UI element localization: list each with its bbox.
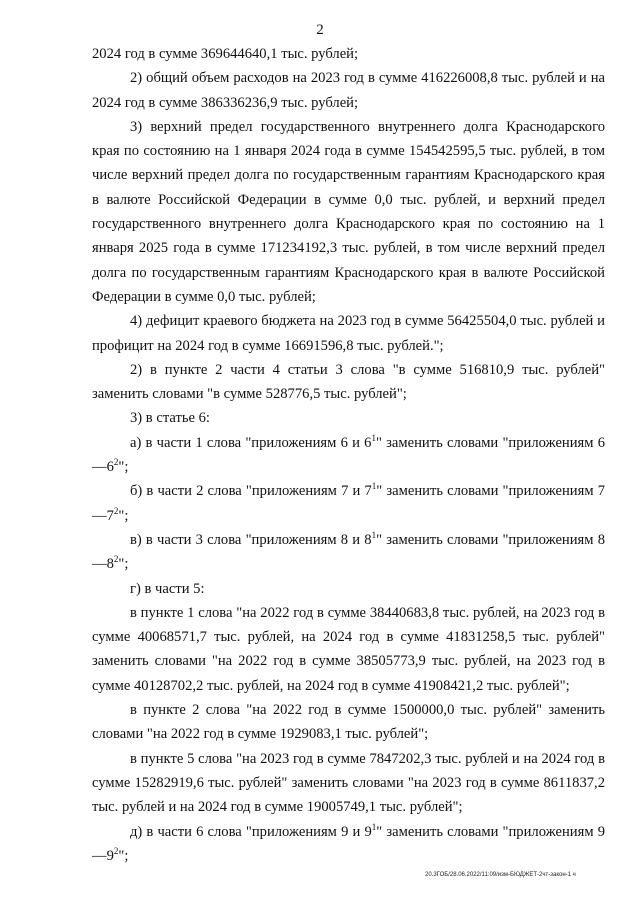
superscript: 1 [371,481,377,492]
superscript: 1 [371,821,377,832]
paragraph [92,479,605,528]
paragraph [92,431,605,480]
text-run: в) в части 3 слова "приложениям 8 и 8 [130,531,372,548]
text-run: б) в части 2 слова "приложениям 7 и 7 [130,483,372,500]
paragraph: в пункте 2 слова "на 2022 год в сумме 1500000,0 тыс. рублей" заменить словами "на 2022 год в сумме 1929083,1 тыс. рублей"; [92,702,605,743]
superscript: 1 [371,530,377,541]
paragraph [92,528,605,577]
text-run: " заменить словами "приложениям 6—6 [92,434,606,476]
paragraph: 2) в пункте 2 части 4 статьи 3 слова "в сумме 516810,9 тыс. рублей" заменить словами "в сумме 528776,5 тыс. рублей"; [92,361,605,403]
document-footer: 20.3ГОБ/28.06.2022/11:09/изм-БЮДЖЕТ-2чт-закон-1 ч [425,872,576,878]
paragraph: в пункте 5 слова "на 2023 год в сумме 7847202,3 тыс. рублей и на 2024 год в сумме 15282919,6 тыс. рублей" заменить словами "на 2023 год в сумме 8611837,2 тыс. рублей и на 2024 год в сумме 19005749,1 тыс. рублей"; [92,750,605,816]
paragraph: г) в части 5: [130,580,205,597]
text-run: "; [118,459,129,476]
paragraph: в пункте 1 слова "на 2022 год в сумме 38440683,8 тыс. рублей, на 2023 год в сумме 40068571,7 тыс. рублей, на 2024 год в сумме 41831258,5 тыс. рублей" заменить словами "на 2022 год в сумме 38505773,9 тыс. рублей, на 2023 год в сумме 40128702,2 тыс. рублей, на 2024 год в сумме 41908421,2 тыс. рублей"; [92,604,605,694]
superscript: 2 [113,505,119,516]
paragraph [92,820,605,869]
superscript: 2 [113,845,119,856]
text-run: "; [118,556,129,573]
superscript: 2 [113,457,119,468]
paragraph: 3) верхний предел государственного внутреннего долга Краснодарского края по состоянию на 1 января 2024 года в сумме 154542595,5 тыс. рублей, в том числе верхний предел долга по государственным гарантиям Краснодарского края в валюте Российской Федерации в сумме 0,0 тыс. рублей, и верхний предел государственного внутреннего долга Краснодарского края по состоянию на 1 января 2025 года в сумме 171234192,3 тыс. рублей, в том числе верхний предел долга по государственным гарантиям Краснодарского края в валюте Российской Федерации в сумме 0,0 тыс. рублей; [92,118,605,305]
text-run: "; [118,847,129,864]
text-run: д) в части 6 слова "приложениям 9 и 9 [130,823,372,840]
paragraph: 2) общий объем расходов на 2023 год в сумме 416226008,8 тыс. рублей и на 2024 год в сумме 386336236,9 тыс. рублей; [92,70,605,111]
paragraph: 4) дефицит краевого бюджета на 2023 год в сумме 56425504,0 тыс. рублей и профицит на 2024 год в сумме 16691596,8 тыс. рублей."; [92,313,605,354]
paragraph: 3) в статье 6: [130,410,210,427]
text-run: " заменить словами "приложениям 8—8 [92,531,605,573]
superscript: 1 [371,432,376,443]
text-run: а) в части 1 слова "приложениям 6 и 6 [130,434,372,451]
text-run: "; [118,507,129,524]
page-number: 2 [316,22,324,38]
paragraph: 2024 год в сумме 369644640,1 тыс. рублей; [92,46,359,62]
superscript: 2 [113,554,119,565]
text-run: " заменить словами "приложениям 9—9 [92,823,605,864]
document-body [92,42,605,868]
text-run: " заменить словами "приложениям 7—7 [92,483,605,524]
